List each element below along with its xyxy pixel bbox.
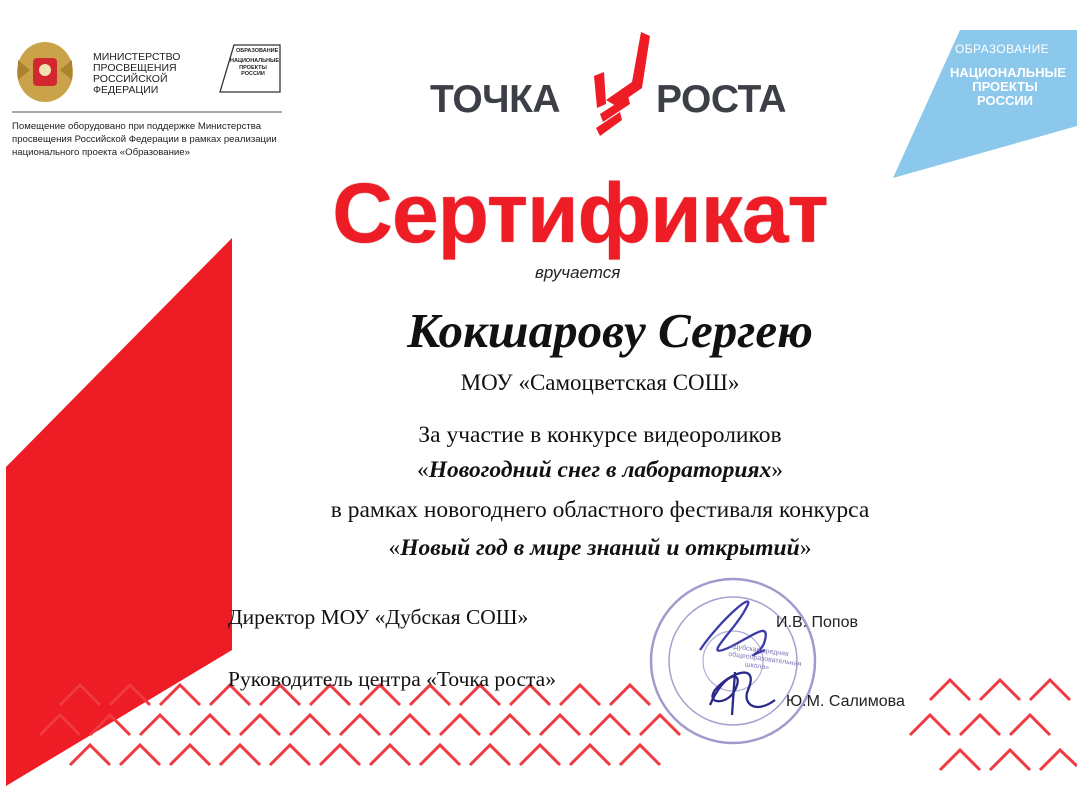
festival-title: Новый год в мире знаний и открытий xyxy=(400,535,800,561)
small-logo-text: НАЦИОНАЛЬНЫЕ ПРОЕКТЫ РОССИИ xyxy=(230,58,280,77)
certificate-title: Сертификат xyxy=(332,166,828,260)
support-note: Помещение оборудовано при поддержке Министерства просвещения Российской Федерации в рамках реализации национального проекта «Образование» xyxy=(12,121,277,158)
festival-title-line xyxy=(200,535,1000,562)
recipient-school: МОУ «Самоцветская СОШ» xyxy=(460,370,740,395)
quote-close: » xyxy=(771,457,783,483)
festival-line: в рамках новогоднего областного фестиваля конкурса xyxy=(330,497,870,523)
small-logo-top-text: ОБРАЗОВАНИЕ xyxy=(236,48,279,54)
brand-word-right: РОСТА xyxy=(656,78,787,121)
quote-open: « xyxy=(388,535,401,561)
signature-head xyxy=(710,672,775,715)
center-head-name: Ю.М. Салимова xyxy=(786,693,905,710)
tochka-rosta-sprout-icon xyxy=(594,32,650,136)
quote-close: » xyxy=(799,535,812,561)
contest-line: За участие в конкурсе видеороликов xyxy=(418,422,782,448)
awarded-text: вручается xyxy=(535,263,621,282)
brand-word-left: ТОЧКА xyxy=(430,78,561,121)
director-name: И.В. Попов xyxy=(776,614,858,631)
stamp-text: «Дубская средняя общеобразовательная школа» xyxy=(727,642,802,672)
zigzag-pattern xyxy=(40,680,1077,770)
recipient-name: Кокшарову Сергею xyxy=(407,303,813,358)
contest-title-line xyxy=(200,457,1000,484)
ministry-emblem-icon xyxy=(17,42,73,102)
director-role: Директор МОУ «Дубская СОШ» xyxy=(228,605,529,629)
national-projects-main-text: НАЦИОНАЛЬНЫЕ ПРОЕКТЫ РОССИИ xyxy=(950,65,1066,108)
quote-open: « xyxy=(416,457,429,483)
ministry-name: МИНИСТЕРСТВО ПРОСВЕЩЕНИЯ РОССИЙСКОЙ ФЕДЕРАЦИИ xyxy=(93,51,181,96)
contest-title: Новогодний снег в лабораториях xyxy=(428,457,772,483)
center-head-role: Руководитель центра «Точка роста» xyxy=(228,667,556,691)
national-projects-top-text: ОБРАЗОВАНИЕ xyxy=(955,42,1050,56)
